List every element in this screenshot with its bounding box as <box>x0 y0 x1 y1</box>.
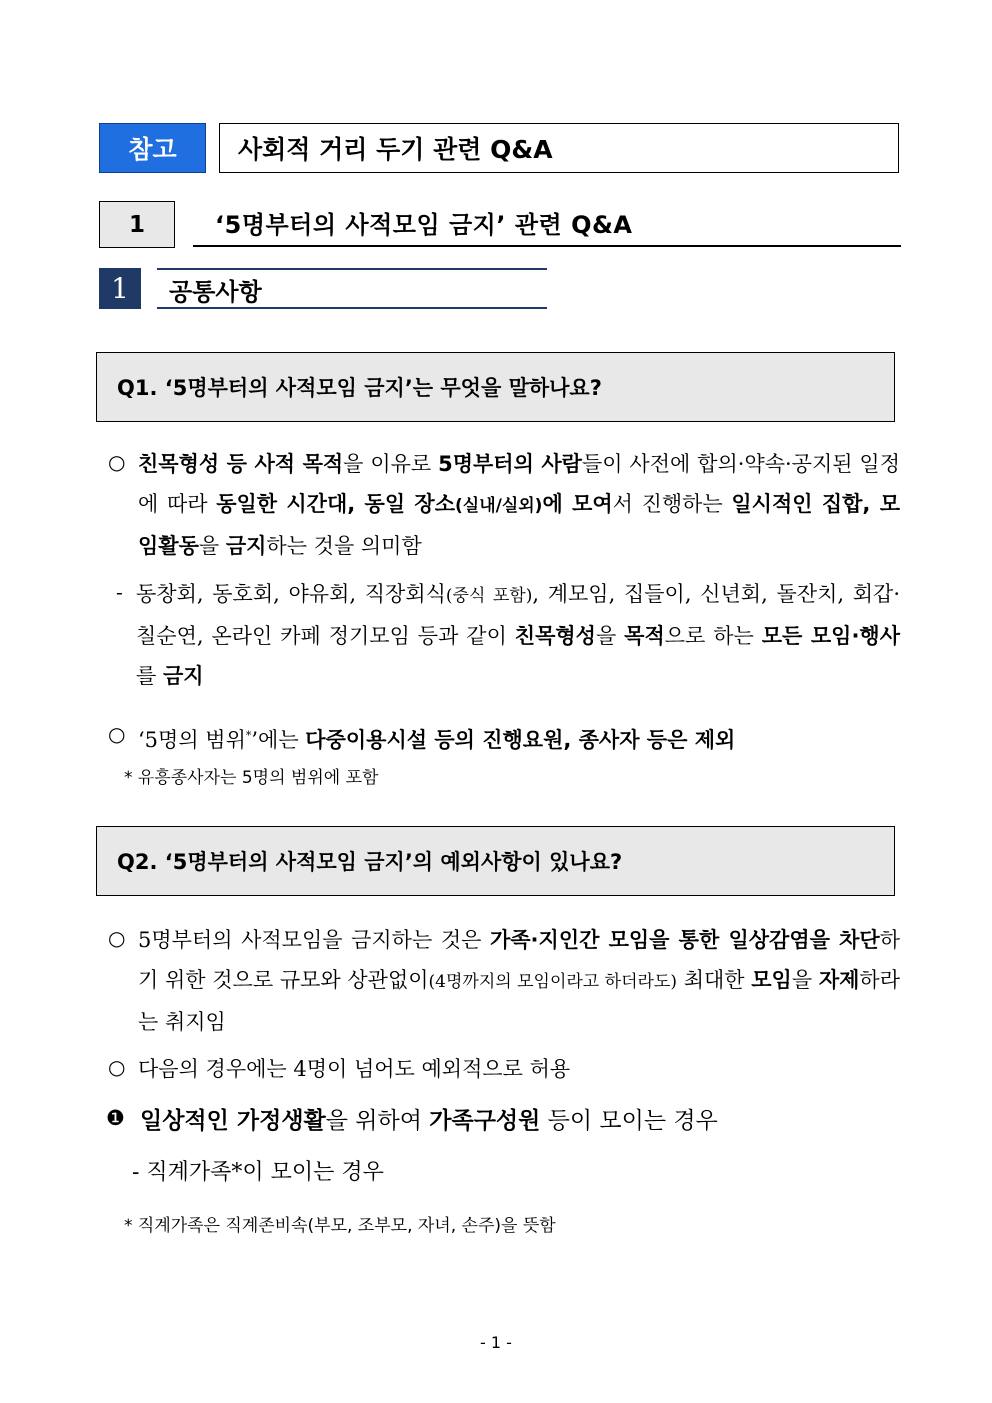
number-one-icon: ❶ <box>106 1106 125 1130</box>
section-title: ‘5명부터의 사적모임 금지’ 관련 Q&A <box>215 211 633 239</box>
q1-answer-2 <box>116 574 900 696</box>
page-number: - 1 - <box>480 1333 512 1352</box>
q2-answer-1-text: 5명부터의 사적모임을 금지하는 것은 가족·지인간 모임을 통한 일상감염을 차단하기 위한 것으로 규모와 상관없이(4명까지의 모임이라고 하더라도) 최대한 모임을 자제하라는 취지임 <box>138 928 900 1034</box>
question-1-text: Q1. ‘5명부터의 사적모임 금지’는 무엇을 말하나요? <box>117 376 602 400</box>
q2-case-1-text: 일상적인 가정생활을 위하여 가족구성원 등이 모이는 경우 <box>140 1108 718 1134</box>
question-2-text: Q2. ‘5명부터의 사적모임 금지’의 예외사항이 있나요? <box>117 850 623 874</box>
q1-answer-3 <box>108 716 900 760</box>
dash-bullet: - <box>116 580 123 604</box>
subsection-title: 공통사항 <box>169 278 262 306</box>
subsection-number: 1 <box>99 268 141 309</box>
q2-case-1 <box>106 1101 900 1141</box>
q1-answer-3-text: ‘5명의 범위*’에는 다중이용시설 등의 진행요원, 종사자 등은 제외 <box>138 728 736 752</box>
circle-bullet-icon: ○ <box>108 926 126 950</box>
q2-answer-1 <box>108 920 900 1042</box>
section-underline <box>193 245 901 247</box>
section-number: 1 <box>99 201 175 248</box>
subsection-top-rule <box>157 268 547 270</box>
q1-answer-1-text: 친목형성 등 사적 목적을 이유로 5명부터의 사람들이 사전에 합의·약속·공지된 일정에 따라 동일한 시간대, 동일 장소(실내/실외)에 모여서 진행하는 일시적인 집합, 모임활동을 금지하는 것을 의미함 <box>138 452 900 558</box>
subsection-bottom-rule <box>157 307 547 309</box>
circle-bullet-icon: ○ <box>108 450 126 474</box>
q2-answer-2 <box>108 1049 900 1089</box>
q2-footnote: * 직계가족은 직계존비속(부모, 조부모, 자녀, 손주)을 뜻함 <box>124 1216 556 1236</box>
q1-answer-2-text: 동창회, 동호회, 야유회, 직장회식(중식 포함), 계모임, 집들이, 신년회, 돌잔치, 회갑·칠순연, 온라인 카페 정기모임 등과 같이 친목형성을 목적으로 하는 모든 모임·행사를 금지 <box>136 582 901 688</box>
question-1-box <box>96 352 895 422</box>
q2-case-1-sub: - 직계가족*이 모이는 경우 <box>132 1160 384 1185</box>
question-2-box <box>96 826 895 896</box>
q1-footnote: * 유흥종사자는 5명의 범위에 포함 <box>124 768 379 788</box>
circle-bullet-icon: ○ <box>108 722 126 746</box>
circle-bullet-icon: ○ <box>108 1055 126 1079</box>
reference-tag: 참고 <box>99 123 206 173</box>
q2-answer-2-text: 다음의 경우에는 4명이 넘어도 예외적으로 허용 <box>138 1057 571 1081</box>
q1-answer-1 <box>108 444 900 566</box>
document-title: 사회적 거리 두기 관련 Q&A <box>219 123 899 173</box>
